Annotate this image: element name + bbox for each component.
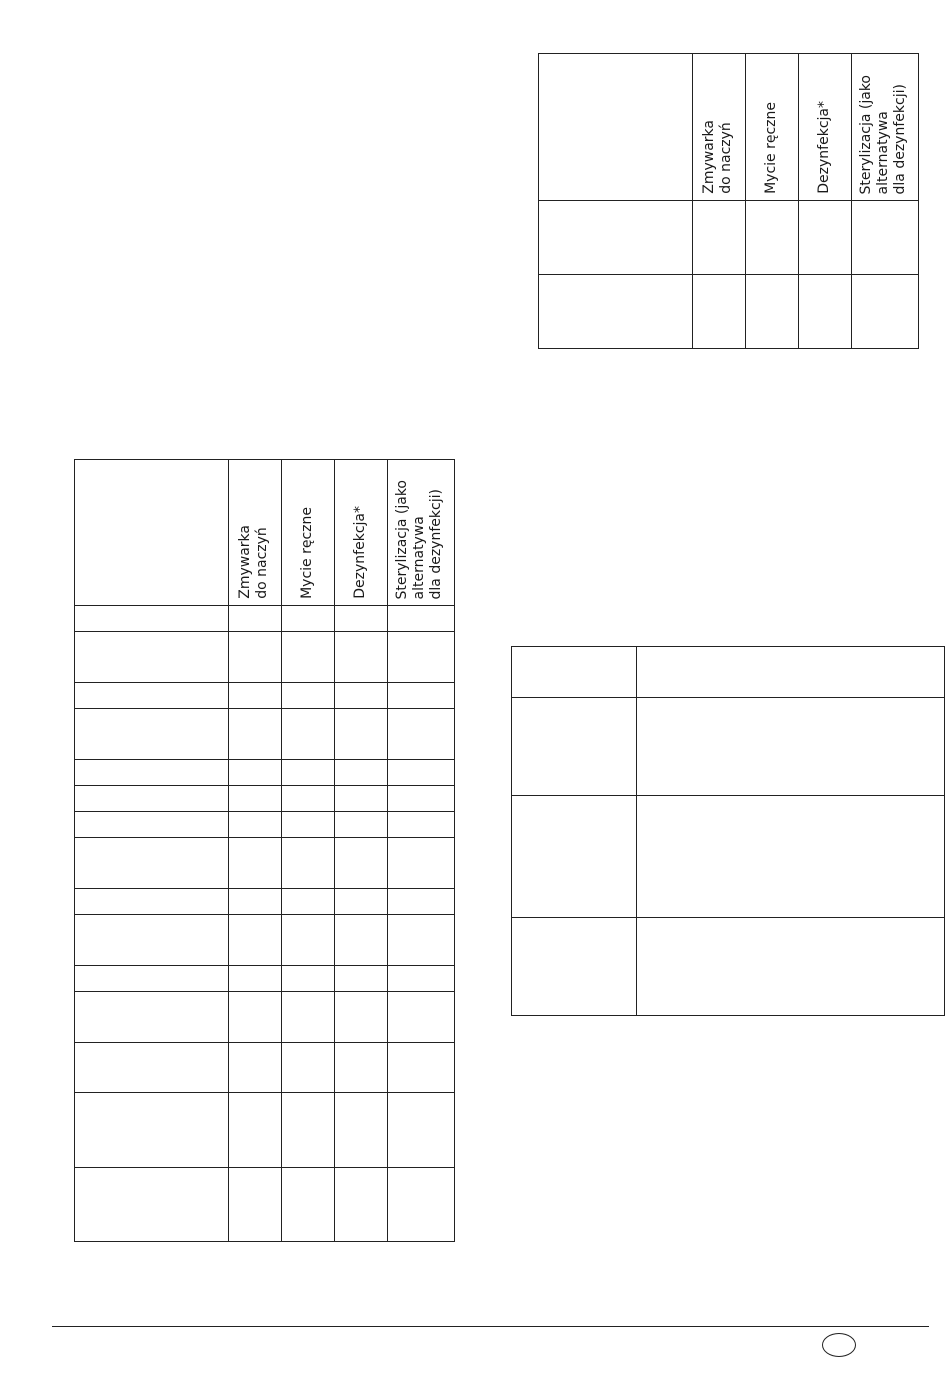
table-row bbox=[512, 647, 945, 698]
table-row bbox=[75, 992, 455, 1043]
table-row bbox=[75, 786, 455, 812]
table-header-row bbox=[75, 460, 455, 606]
header-label-dishwasher: Zmywarka do naczyń bbox=[237, 525, 270, 599]
table-row bbox=[75, 915, 455, 966]
table-row bbox=[512, 698, 945, 796]
top-table bbox=[538, 53, 919, 349]
table-row bbox=[75, 889, 455, 915]
header-cell bbox=[388, 460, 455, 606]
table-row bbox=[75, 760, 455, 786]
right-table bbox=[511, 646, 945, 1016]
header-label-dishwasher: Zmywarka do naczyń bbox=[701, 120, 734, 194]
table-row bbox=[539, 275, 919, 349]
table-row bbox=[75, 838, 455, 889]
header-cell bbox=[282, 460, 335, 606]
table-row bbox=[539, 201, 919, 275]
left-table bbox=[74, 459, 455, 1242]
table-row bbox=[75, 812, 455, 838]
table-row bbox=[512, 918, 945, 1016]
footer-rule bbox=[52, 1326, 929, 1327]
header-cell bbox=[229, 460, 282, 606]
header-label-hand-wash: Mycie ręczne bbox=[299, 507, 315, 599]
header-label-sterilization: Sterylizacja (jako alternatywa dla dezynfekcji) bbox=[858, 74, 908, 194]
table-row bbox=[75, 966, 455, 992]
table-row bbox=[75, 1043, 455, 1093]
table-row bbox=[75, 1093, 455, 1168]
header-empty-cell bbox=[75, 460, 229, 606]
header-label-disinfection: Dezynfekcja* bbox=[816, 101, 832, 194]
header-label-disinfection: Dezynfekcja* bbox=[352, 506, 368, 599]
header-label-sterilization: Sterylizacja (jako alternatywa dla dezynfekcji) bbox=[394, 479, 444, 599]
table-header-row bbox=[539, 54, 919, 201]
header-cell bbox=[799, 54, 852, 201]
header-cell bbox=[852, 54, 919, 201]
table-row bbox=[75, 709, 455, 760]
table-row bbox=[75, 683, 455, 709]
header-label-hand-wash: Mycie ręczne bbox=[763, 102, 779, 194]
header-cell bbox=[746, 54, 799, 201]
table-row bbox=[75, 1168, 455, 1242]
table-row bbox=[75, 606, 455, 632]
language-badge-oval bbox=[822, 1333, 856, 1357]
table-row bbox=[75, 632, 455, 683]
table-row bbox=[512, 796, 945, 918]
header-empty-cell bbox=[539, 54, 693, 201]
header-cell bbox=[693, 54, 746, 201]
header-cell bbox=[335, 460, 388, 606]
